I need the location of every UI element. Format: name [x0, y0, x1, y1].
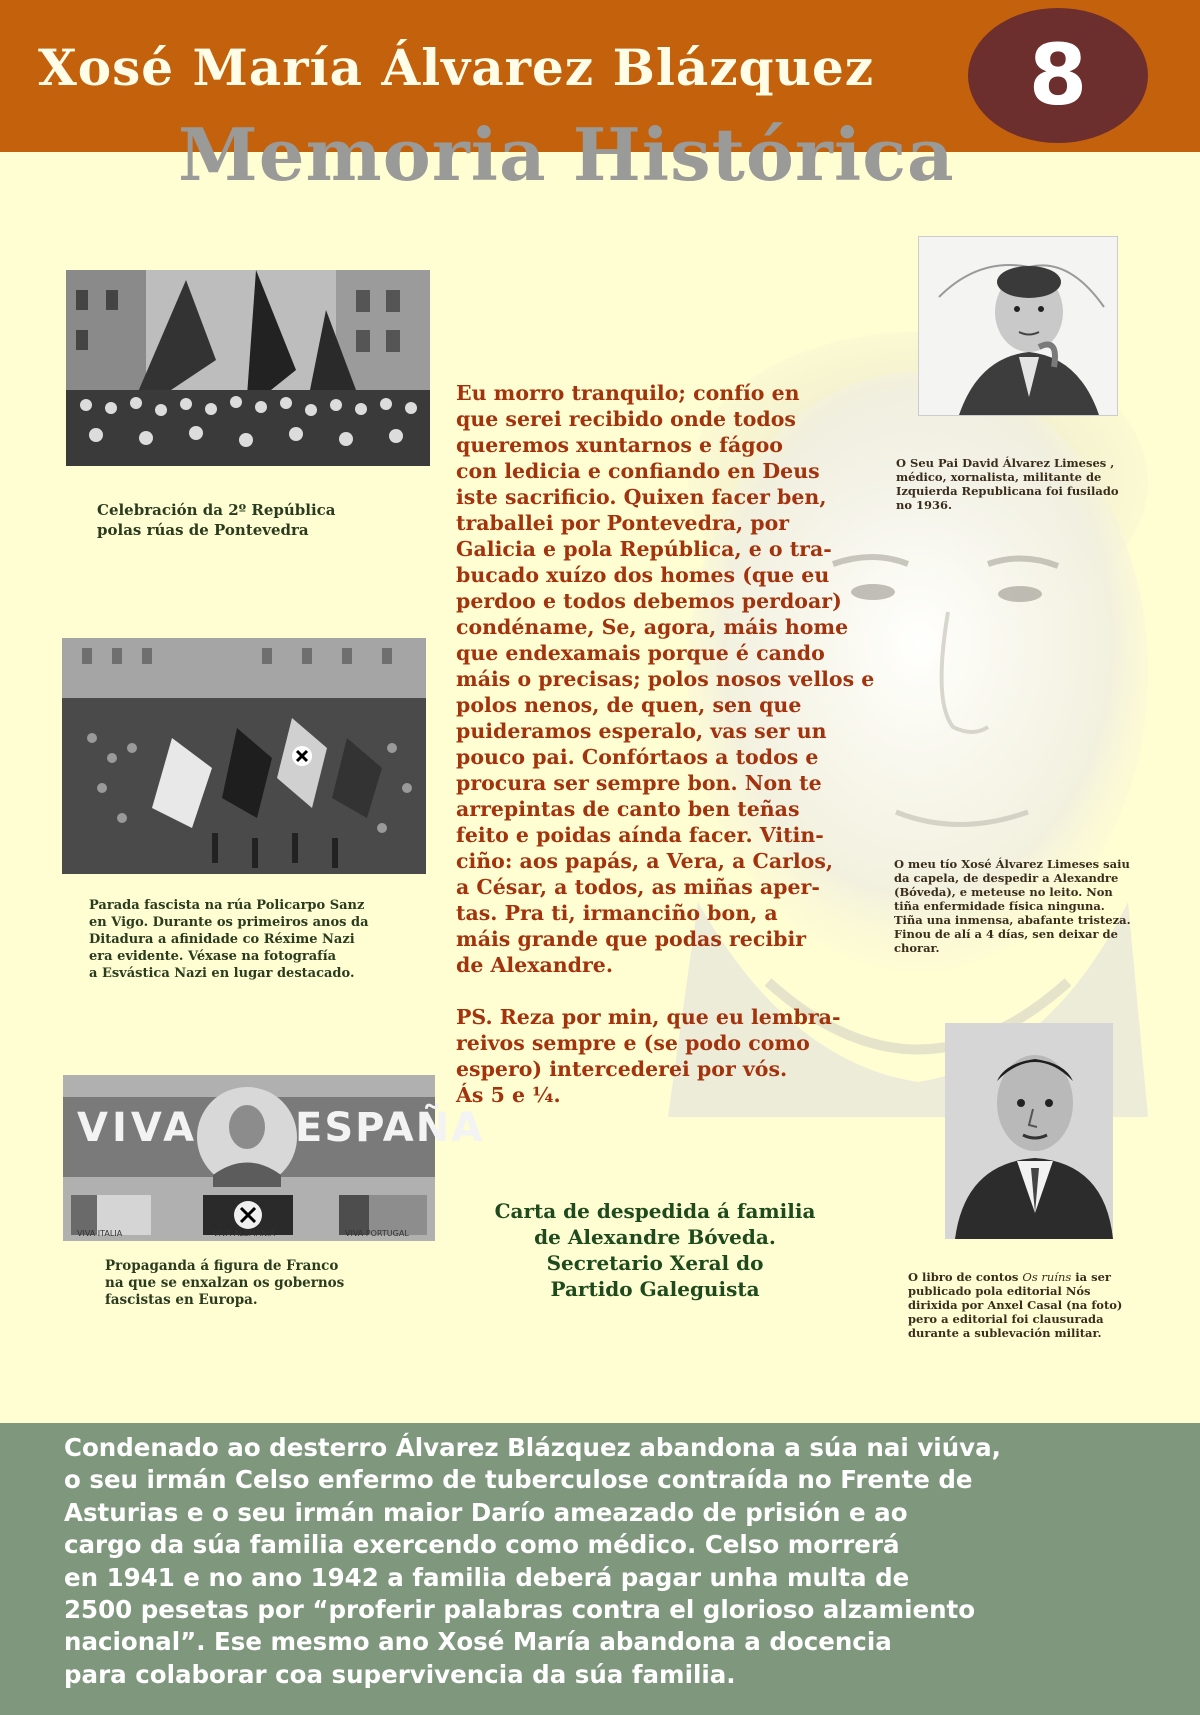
anxel-casal-portrait-photo — [945, 1023, 1113, 1239]
republic-celebration-photo — [66, 270, 430, 466]
letter-postscript-line: Ás 5 e ¼. — [456, 1083, 561, 1107]
page-subtitle: Memoria Histórica — [178, 112, 955, 197]
viva-alemania-text: VIVA ALEMANIA — [213, 1229, 275, 1238]
viva-italia-text: VIVA ITALIA — [77, 1229, 123, 1238]
panel-number-badge: 8 — [968, 8, 1148, 143]
book-caption: O libro de contos Os ruíns ia ser publicado pola editorial Nós dirixida por Anxel Casal (na foto) pero a editorial foi clausurada durante a sublevación militar. — [908, 1270, 1123, 1340]
republic-photo-caption: Celebración da 2º República polas rúas de Pontevedra — [97, 501, 336, 539]
letter-postscript-line: PS. Reza por min, que eu lembra- — [456, 1005, 841, 1029]
parade-photo-caption: Parada fascista na rúa Policarpo Sanz en Vigo. Durante os primeiros anos da Ditadura a afinidade co Réxime Nazi era evidente. Véxase na fotografía a Esvástica Nazi en lugar destacado. — [89, 898, 369, 981]
viva-text: VIVA — [77, 1105, 199, 1151]
franco-propaganda-photo — [63, 1075, 485, 1241]
fascist-parade-photo — [62, 638, 426, 874]
letter-postscript-line: reivos sempre e (se podo como — [456, 1031, 810, 1055]
uncle-caption: O meu tío Xosé Álvarez Limeses saiu da capela, de despedir a Alexandre (Bóveda), e meteuse no leito. Non tiña enfermidade física ninguna. Tiña una inmensa, abafante tristeza. Finou de alí a 4 días, sen deixar de chorar. — [894, 857, 1131, 955]
footer-text: Condenado ao desterro Álvarez Blázquez abandona a súa nai viúva, o seu irmán Celso enfermo de tuberculose contraída no Frente de Asturias e o seu irmán maior Darío ameazado de prisión e ao cargo da súa familia exercendo como médico. Celso morrerá en 1941 e no ano 1942 a familia deberá pagar unha multa de 2500 pesetas por “proferir palabras contra el glorioso alzamiento nacional”. Ese mesmo ano Xosé María abandona a docencia para colaborar coa supervivencia da súa familia. — [64, 1433, 1001, 1689]
father-photo-caption: O Seu Pai David Álvarez Limeses , médico, xornalista, militante de Izquierda Republicana foi fusilado no 1936. — [896, 456, 1119, 512]
farewell-letter: Eu morro tranquilo; confío en que serei recibido onde todos queremos xuntarnos e fágoo con ledicia e confiando en Deus iste sacrificio. Quixen facer ben, traballei por Pontevedra, por Galicia e pola República, e o tra- bucado xuízo dos homes (que eu perdoo e todos debemos perdoar) condéname, Se, agora, máis home que endexamais porque é cando máis o precisas; polos nosos vellos e polos nenos, de quen, sen que puideramos esperalo, vas ser un pouco pai. Confórtaos a todos e procura ser sempre bon. Non te arrepintas de canto ben teñas feito e poidas aínda facer. Vitin- ciño: aos papás, a Vera, a Carlos, a César, a todos, as miñas aper- tas. Pra ti, irmanciño bon, a máis grande que podas recibir de Alexandre. PS. Reza por min, que eu lembra- reivos sempre e (se podo como espero) intercederei por vós. Ás 5 e ¼. — [456, 380, 926, 1108]
father-portrait-photo — [918, 236, 1118, 416]
propaganda-photo-caption: Propaganda á figura de Franco na que se enxalzan os gobernos fascistas en Europa. — [105, 1258, 345, 1308]
letter-postscript-line: espero) intercederei por vós. — [456, 1057, 788, 1081]
espana-text: ESPAÑA — [295, 1105, 485, 1151]
page-title: Xosé María Álvarez Blázquez — [38, 38, 875, 97]
letter-caption: Carta de despedida á familia de Alexandre Bóveda. Secretario Xeral do Partido Galeguista — [494, 1199, 816, 1301]
viva-portugal-text: VIVA PORTUGAL — [345, 1229, 409, 1238]
